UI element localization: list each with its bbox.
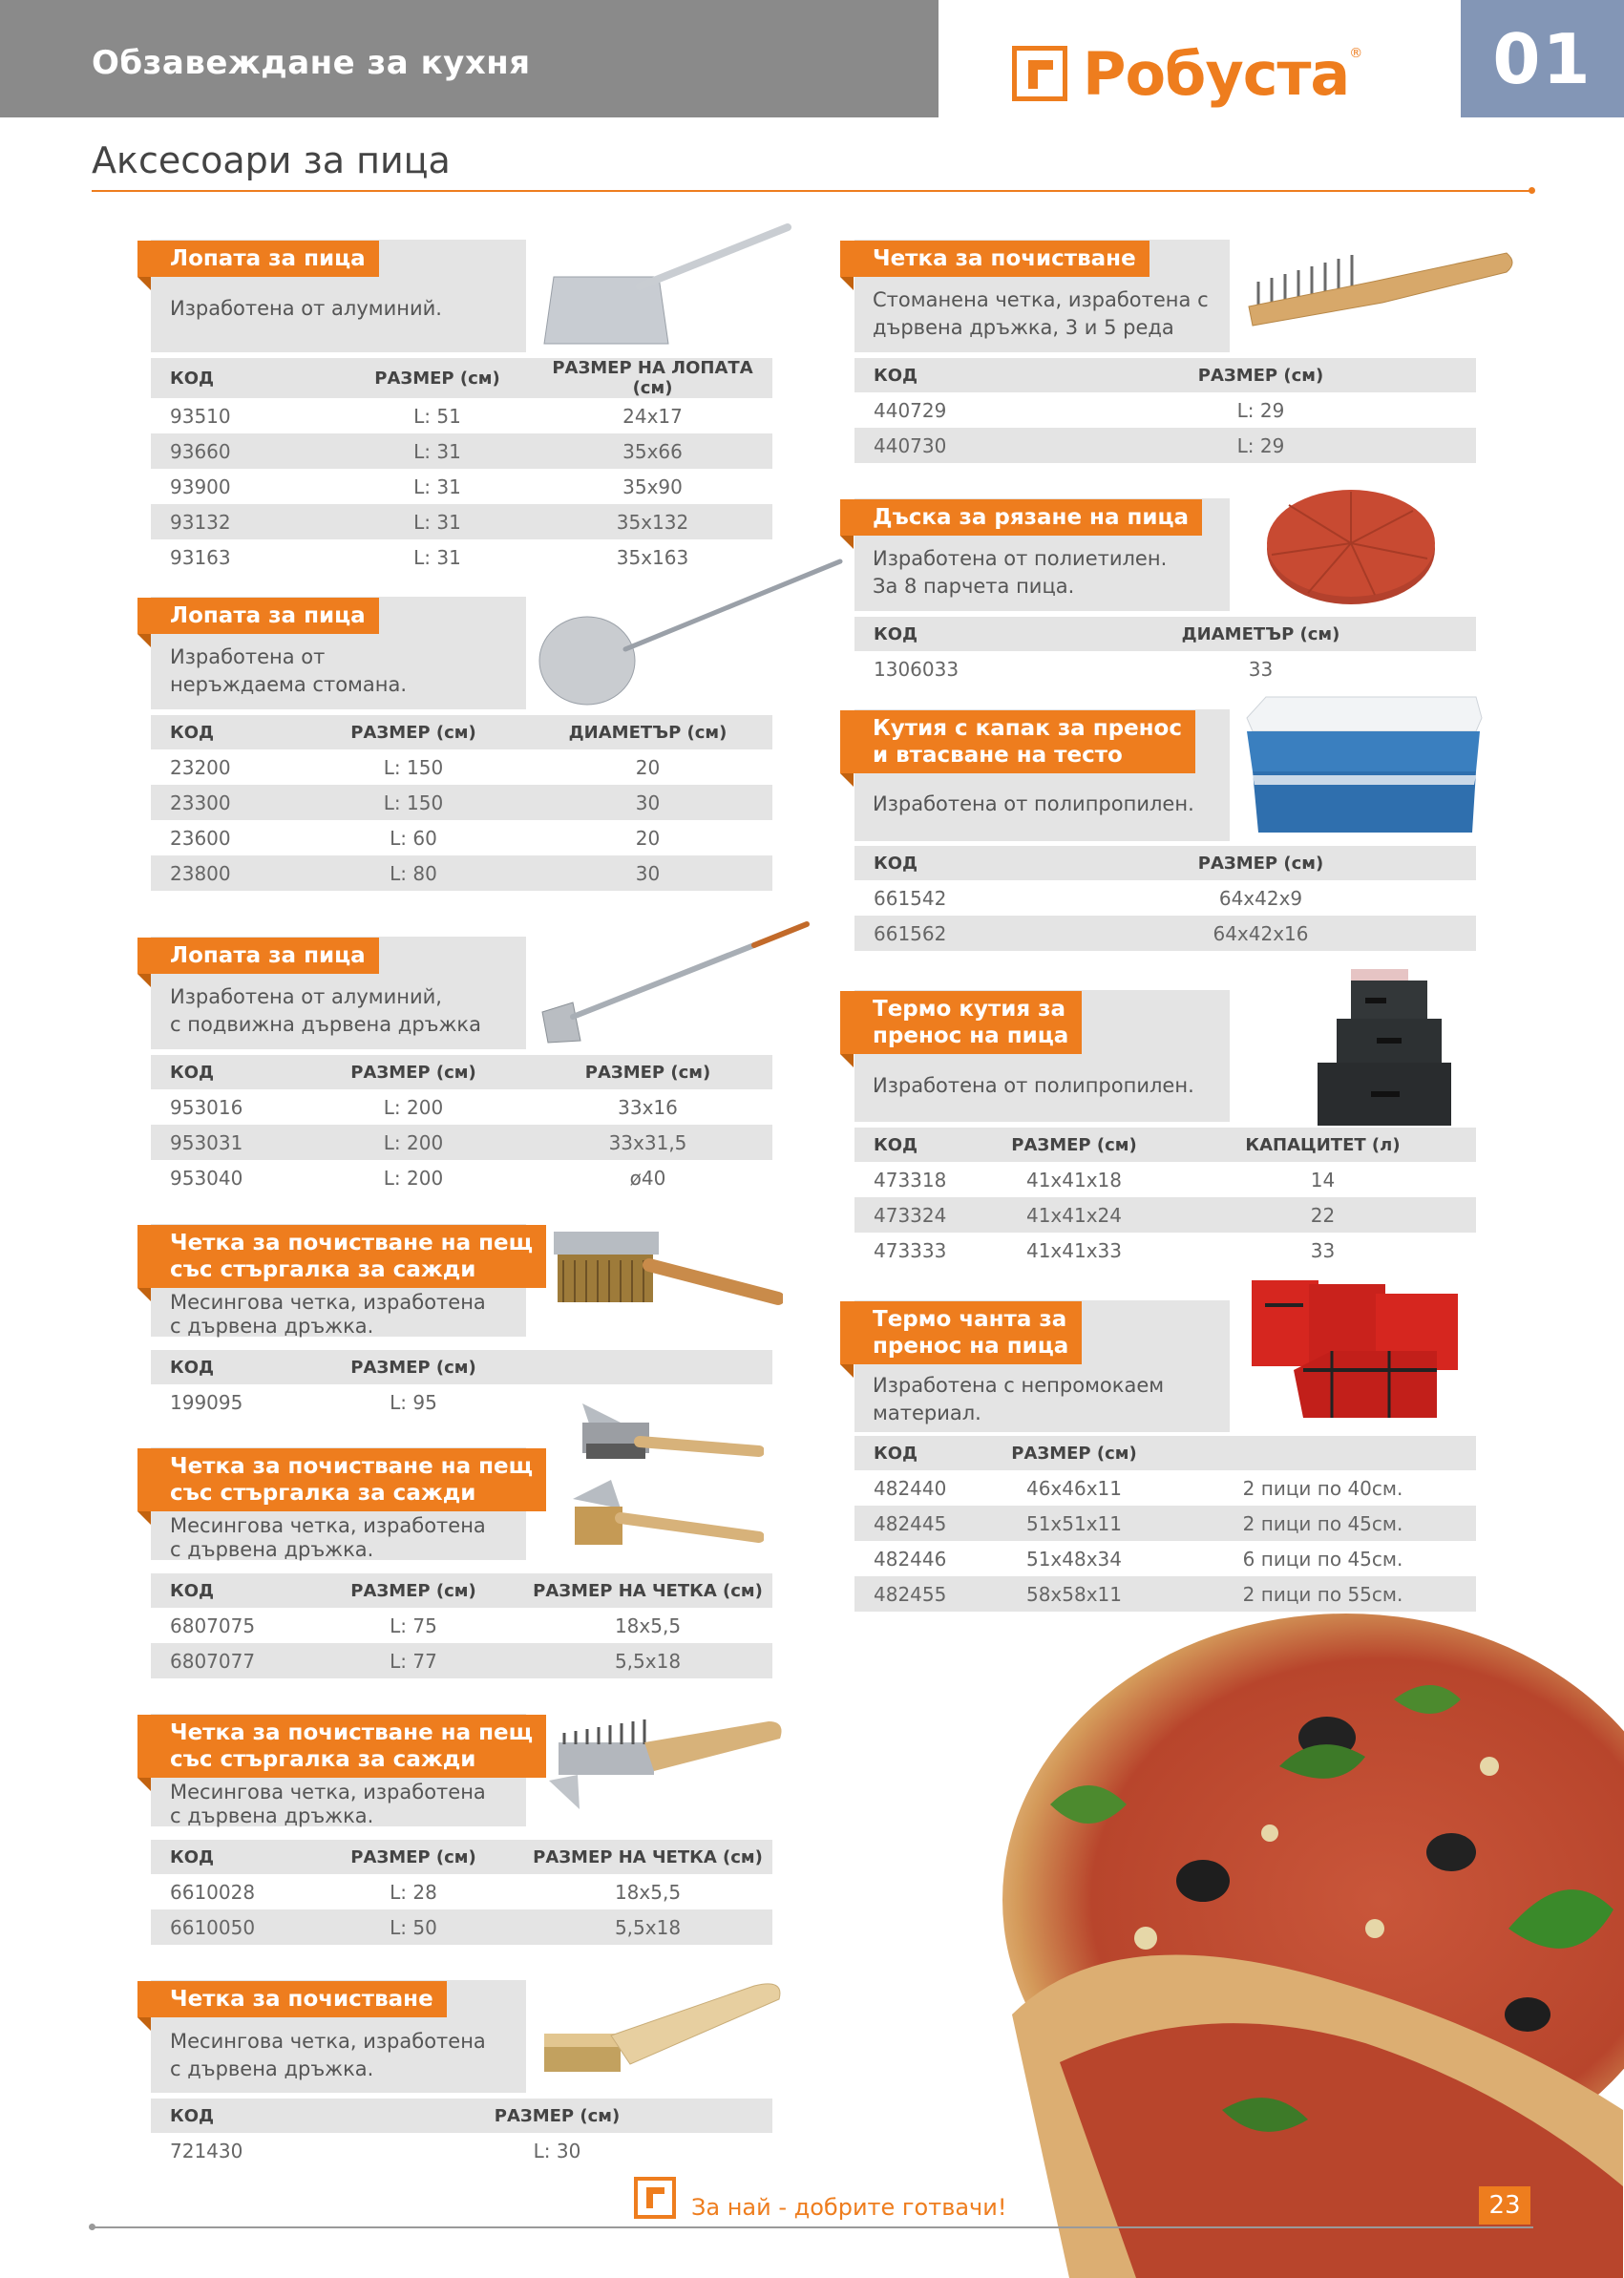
label-line-1: Термо чанта за [873,1307,1067,1332]
table-cell: 20 [635,755,661,779]
product-steel-brush-desc-2: дървена дръжка, 3 и 5 реда [873,316,1174,339]
table-cell: L: 31 [342,504,533,539]
label-line-1: Термо кутия за [873,997,1066,1022]
table-row [151,2133,772,2168]
product-peel-steel-label: Лопата за пица [137,598,379,634]
product-oven-brush-3-table [151,1840,772,1945]
table-cell: 41x41x33 [1025,1238,1123,1262]
table-row [151,504,772,539]
product-thermo-box-table [854,1128,1476,1268]
product-peel-steel-desc-1: Изработена от [170,645,326,668]
table-cell: 20 [635,826,661,850]
table-cell: 18x5,5 [614,1880,682,1904]
table-cell: 23300 [151,785,304,820]
table-cell: L: 150 [304,785,523,820]
table-cell: L: 60 [390,826,437,850]
table-cell: 14 [1310,1168,1336,1192]
table-row [854,1197,1476,1233]
product-oven-brush-2-label [137,1448,546,1511]
table-cell: 23800 [151,855,304,891]
col-code: КОД [151,1350,304,1384]
col-brush-size: РАЗМЕР НА ЧЕТКА (см) [523,1840,772,1874]
product-oven-brush-3-desc-1: Месингова четка, изработена [170,1781,486,1803]
product-peel-steel-desc-2: неръждаема стомана. [170,673,408,696]
table-row [151,1125,772,1160]
table-row [854,392,1476,428]
table-row [854,651,1476,686]
label-line-1: Кутия с капак за пренос [873,716,1182,741]
table-row [854,880,1476,916]
product-peel-alu-table [151,358,772,575]
col-capacity [1170,1436,1476,1470]
table-cell: L: 29 [1045,428,1476,463]
table-row [151,1089,772,1125]
table-cell: 93900 [170,475,231,498]
col-diameter: ДИАМЕТЪР (см) [523,715,772,749]
product-dough-box-desc: Изработена от полипропилен. [873,792,1194,815]
col-capacity: КАПАЦИТЕТ (л) [1170,1128,1476,1162]
table-cell: 93132 [151,504,342,539]
table-cell: 41x41x18 [1025,1168,1123,1192]
oven-brush-2-image [554,1394,764,1566]
product-steel-brush-table [854,358,1476,463]
product-dough-box-label [840,710,1195,773]
table-cell: 23200 [170,755,231,779]
table-cell: 51x48x34 [1025,1547,1123,1571]
product-cutting-board-label: Дъска за рязане на пица [840,499,1202,536]
table-cell: 440730 [854,428,1045,463]
col-code: КОД [854,617,1045,651]
col-size-2: РАЗМЕР (см) [523,1055,772,1089]
table-cell: 482445 [854,1506,979,1541]
table-cell: 51x51x11 [979,1506,1170,1541]
product-oven-brush-3-label [137,1715,546,1778]
table-row [151,469,772,504]
product-oven-brush-2-desc-2: с дървена дръжка. [170,1538,374,1561]
table-cell: 1306033 [874,657,960,681]
table-cell: 41x41x24 [979,1197,1170,1233]
chapter-number: 01 [1461,0,1624,117]
table-cell: 473318 [874,1168,947,1192]
label-line-2: пренос на пица [873,1334,1069,1359]
table-cell: 473333 [874,1238,947,1262]
product-cutting-board-desc-2: За 8 парчета пица. [873,575,1075,598]
col-size: РАЗМЕР (см) [304,1840,523,1874]
table-cell: L: 200 [383,1095,444,1119]
table-row [151,1874,772,1909]
col-diameter: ДИАМЕТЪР (см) [1045,617,1476,651]
col-code: КОД [151,358,342,398]
oven-brush-3-image [539,1714,788,1828]
table-cell: 5,5x18 [523,1643,772,1678]
table-row [854,428,1476,463]
table-row [151,1643,772,1678]
product-peel-handle-desc-2: с подвижна дървена дръжка [170,1013,481,1036]
table-cell: 18x5,5 [614,1614,682,1637]
product-cutting-board-desc-1: Изработена от полиетилен. [873,547,1168,570]
brush-small-image [535,1976,788,2100]
product-peel-handle-desc-1: Изработена от алуминий, [170,985,442,1008]
product-peel-handle-label: Лопата за пица [137,938,379,974]
col-code: КОД [854,1436,979,1470]
table-row [151,820,772,855]
col-size: РАЗМЕР (см) [304,1350,523,1384]
table-row [854,916,1476,951]
table-row [151,1608,772,1643]
col-size: РАЗМЕР (см) [979,1436,1170,1470]
table-cell: 23600 [170,826,231,850]
product-thermo-bag-table [854,1436,1476,1612]
col-size: РАЗМЕР (см) [342,358,533,398]
table-cell: L: 29 [1236,398,1285,422]
table-cell: L: 28 [390,1880,437,1904]
section-divider [92,190,1533,192]
table-cell: 64x42x16 [1045,916,1476,951]
table-cell: 24x17 [622,404,683,428]
table-cell: 93660 [151,433,342,469]
product-thermo-bag-desc-1: Изработена с непромокаем [873,1374,1165,1397]
product-oven-brush-1-label [137,1225,546,1288]
col-size: РАЗМЕР (см) [1045,358,1476,392]
col-size: РАЗМЕР (см) [304,715,523,749]
col-code: КОД [854,846,1045,880]
table-row [854,1233,1476,1268]
page-number: 23 [1479,2186,1530,2225]
table-cell: 35x90 [622,475,683,498]
table-cell: 6610050 [151,1909,304,1945]
product-thermo-bag-label [840,1301,1082,1364]
footer-logo-icon [634,2177,676,2219]
table-cell: 440729 [874,398,947,422]
table-cell: 953031 [151,1125,304,1160]
cutting-board-image [1260,482,1442,606]
col-code: КОД [151,715,304,749]
product-thermo-box-desc: Изработена от полипропилен. [873,1074,1194,1097]
table-row [854,1506,1476,1541]
label-line-2: със стъргалка за сажди [170,1747,476,1772]
table-cell: L: 77 [304,1643,523,1678]
table-cell: 6 пици по 45см. [1242,1547,1403,1571]
table-cell: L: 30 [533,2139,581,2162]
table-cell: 33x31,5 [523,1125,772,1160]
table-cell: 33 [1248,657,1274,681]
table-cell: L: 75 [390,1614,437,1637]
label-line-1: Четка за почистване на пещ [170,1454,534,1479]
table-cell: ø40 [629,1166,666,1190]
table-cell: 2 пици по 40см. [1242,1476,1403,1500]
table-cell: 93163 [170,545,231,569]
table-cell: 58x58x11 [979,1576,1170,1612]
table-cell: L: 150 [383,755,444,779]
col-size: РАЗМЕР (см) [304,1573,523,1608]
table-cell: 2 пици по 55см. [1170,1576,1476,1612]
table-cell: 35x132 [533,504,772,539]
table-cell: 30 [523,785,772,820]
table-row [151,785,772,820]
table-row [854,1576,1476,1612]
product-peel-alu-desc: Изработена от алуминий. [170,297,442,320]
table-row [854,1162,1476,1197]
col-peel-size: РАЗМЕР НА ЛОПАТА (см) [533,358,772,398]
product-cutting-board-table [854,617,1476,686]
product-oven-brush-3-desc-2: с дървена дръжка. [170,1804,374,1827]
col-brush-size: РАЗМЕР НА ЧЕТКА (см) [523,1573,772,1608]
steel-brush-image [1239,243,1516,339]
col-code: КОД [151,1840,304,1874]
label-line-1: Четка за почистване на пещ [170,1720,534,1745]
table-cell: 93510 [170,404,231,428]
table-cell: L: 200 [304,1125,523,1160]
product-oven-brush-2-desc-1: Месингова четка, изработена [170,1514,486,1537]
label-line-2: със стъргалка за сажди [170,1257,476,1282]
table-row [854,1470,1476,1506]
table-cell: 5,5x18 [523,1909,772,1945]
table-cell: 2 пици по 45см. [1170,1506,1476,1541]
brand-name: Робуста [1083,38,1350,109]
table-cell: 35x163 [616,545,689,569]
oven-brush-1-image [544,1213,783,1337]
brand-mark-icon [1012,46,1067,101]
table-cell: L: 50 [304,1909,523,1945]
label-line-2: и втасване на тесто [873,743,1123,768]
table-row [151,1909,772,1945]
product-brush-small-label: Четка за почистване [137,1981,447,2017]
col-code: КОД [854,1128,979,1162]
product-peel-alu-label: Лопата за пица [137,241,379,277]
product-peel-handle-table [151,1055,772,1195]
footer-divider [92,2226,1533,2228]
table-cell: 6807077 [151,1643,304,1678]
footer-slogan: За най - добрите готвачи! [691,2194,1007,2221]
col-size: РАЗМЕР (см) [1045,846,1476,880]
table-cell: 953040 [170,1166,243,1190]
col-code: КОД [854,358,1045,392]
table-row [151,1160,772,1195]
table-cell: 33x16 [618,1095,678,1119]
pizza-peel-alu-image [535,220,792,353]
table-cell: 953016 [170,1095,243,1119]
product-steel-brush-label: Четка за почистване [840,241,1149,277]
table-cell: 33 [1310,1238,1336,1262]
label-line-1: Четка за почистване на пещ [170,1231,534,1255]
col-code: КОД [151,2099,342,2133]
table-cell: 22 [1170,1197,1476,1233]
table-cell: 64x42x9 [1218,886,1303,910]
table-row [854,1541,1476,1576]
table-cell: L: 51 [413,404,461,428]
table-cell: 30 [523,855,772,891]
table-row [151,398,772,433]
pizza-peel-steel-image [530,554,845,716]
col-code: КОД [151,1055,304,1089]
header-title: Обзавеждане за кухня [92,44,531,82]
table-cell: 35x66 [533,433,772,469]
table-cell: 6807075 [170,1614,256,1637]
table-cell: 661542 [874,886,947,910]
brand-registered: ® [1349,46,1363,61]
table-cell: L: 31 [342,433,533,469]
product-dough-box-table [854,846,1476,951]
table-cell: 6610028 [170,1880,256,1904]
product-oven-brush-1-desc-2: с дървена дръжка. [170,1315,374,1338]
table-cell: L: 95 [390,1390,437,1414]
table-cell: 473324 [854,1197,979,1233]
table-row [151,855,772,891]
product-oven-brush-2-table [151,1573,772,1678]
product-brush-small-table [151,2099,772,2168]
thermo-bag-image [1246,1275,1466,1427]
table-cell: L: 31 [413,475,461,498]
table-cell: L: 80 [304,855,523,891]
table-cell: 482440 [874,1476,947,1500]
col-size: РАЗМЕР (см) [979,1128,1170,1162]
thermo-box-image [1298,960,1461,1131]
product-peel-steel-table [151,715,772,891]
table-cell: 721430 [170,2139,243,2162]
table-cell: 482455 [854,1576,979,1612]
label-line-2: със стъргалка за сажди [170,1481,476,1506]
table-cell: 661562 [854,916,1045,951]
product-oven-brush-1-desc-1: Месингова четка, изработена [170,1291,486,1314]
product-brush-small-desc-2: с дървена дръжка. [170,2057,374,2080]
pizza-peel-handle-image [535,917,812,1050]
table-cell: L: 200 [383,1166,444,1190]
table-cell: 482446 [874,1547,947,1571]
product-thermo-bag-desc-2: материал. [873,1402,981,1424]
table-row [151,433,772,469]
product-brush-small-desc-1: Месингова четка, изработена [170,2030,486,2053]
table-cell: 46x46x11 [1025,1476,1123,1500]
table-cell: 199095 [170,1390,243,1414]
brand-logo [1012,40,1362,107]
col-size: РАЗМЕР (см) [342,2099,772,2133]
col-code: КОД [151,1573,304,1608]
product-thermo-box-label [840,991,1082,1054]
label-line-2: пренос на пица [873,1023,1069,1048]
section-title: Аксесоари за пица [92,139,451,181]
col-size: РАЗМЕР (см) [304,1055,523,1089]
table-cell: L: 31 [413,545,461,569]
table-row [151,749,772,785]
product-steel-brush-desc-1: Стоманена четка, изработена с [873,288,1209,311]
dough-box-image [1237,689,1486,842]
pizza-photo [917,1614,1624,2278]
